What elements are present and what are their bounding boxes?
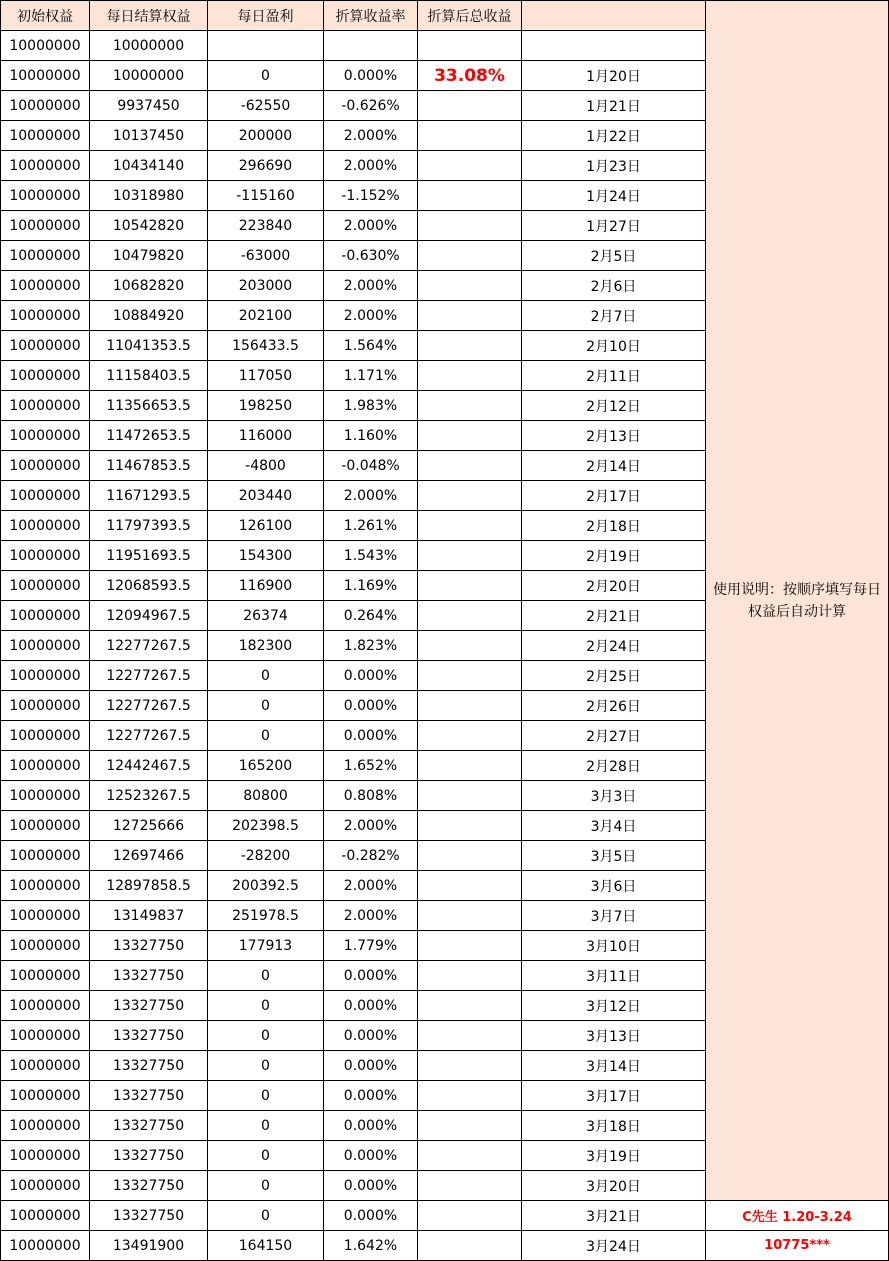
settlement-equity-cell[interactable]: 10137450 [90,121,208,151]
initial-equity-cell[interactable]: 10000000 [1,661,90,691]
client-label[interactable]: C先生 1.20-3.24 [706,1201,889,1231]
daily-profit-cell[interactable]: 200392.5 [208,871,324,901]
total-return-cell[interactable] [418,991,522,1021]
date-cell[interactable]: 2月19日 [522,541,706,571]
daily-profit-cell[interactable]: 182300 [208,631,324,661]
settlement-equity-cell[interactable]: 13327750 [90,1021,208,1051]
settlement-equity-cell[interactable]: 13327750 [90,961,208,991]
date-cell[interactable]: 3月3日 [522,781,706,811]
total-return-value[interactable]: 33.08% [418,61,522,91]
daily-profit-cell[interactable]: 0 [208,1051,324,1081]
return-rate-cell[interactable]: 2.000% [324,811,418,841]
daily-profit-cell[interactable]: -28200 [208,841,324,871]
daily-profit-cell[interactable]: 0 [208,1201,324,1231]
settlement-equity-cell[interactable]: 13149837 [90,901,208,931]
return-rate-cell[interactable]: 0.000% [324,721,418,751]
return-rate-cell[interactable]: 1.543% [324,541,418,571]
total-return-cell[interactable] [418,1051,522,1081]
initial-equity-cell[interactable]: 10000000 [1,751,90,781]
date-cell[interactable]: 2月27日 [522,721,706,751]
total-return-cell[interactable] [418,1171,522,1201]
daily-profit-cell[interactable]: 200000 [208,121,324,151]
daily-profit-cell[interactable]: 165200 [208,751,324,781]
initial-equity-cell[interactable]: 10000000 [1,1231,90,1261]
date-cell[interactable]: 2月7日 [522,301,706,331]
table-row [1,1201,889,1231]
date-cell[interactable]: 2月20日 [522,571,706,601]
total-return-cell[interactable] [418,901,522,931]
date-cell[interactable]: 3月7日 [522,901,706,931]
daily-profit-cell[interactable]: -115160 [208,181,324,211]
return-rate-cell[interactable]: 0.000% [324,661,418,691]
date-cell[interactable]: 1月27日 [522,211,706,241]
daily-profit-cell[interactable]: 202100 [208,301,324,331]
date-cell[interactable]: 2月6日 [522,271,706,301]
total-return-cell[interactable] [418,451,522,481]
settlement-equity-cell[interactable]: 10318980 [90,181,208,211]
date-cell[interactable]: 3月5日 [522,841,706,871]
settlement-equity-cell[interactable]: 12697466 [90,841,208,871]
settlement-equity-cell[interactable]: 10682820 [90,271,208,301]
initial-equity-cell[interactable]: 10000000 [1,781,90,811]
initial-equity-cell[interactable]: 10000000 [1,571,90,601]
daily-profit-cell[interactable]: 0 [208,1021,324,1051]
return-rate-cell[interactable]: 2.000% [324,871,418,901]
return-rate-cell[interactable]: 1.171% [324,361,418,391]
daily-profit-cell[interactable]: -63000 [208,241,324,271]
table-row [1,1231,889,1261]
initial-equity-cell[interactable]: 10000000 [1,271,90,301]
date-cell[interactable]: 3月6日 [522,871,706,901]
date-cell[interactable]: 2月28日 [522,751,706,781]
date-cell[interactable]: 2月10日 [522,331,706,361]
total-return-cell[interactable] [418,721,522,751]
initial-equity-cell[interactable]: 10000000 [1,1051,90,1081]
settlement-equity-cell[interactable]: 11951693.5 [90,541,208,571]
initial-equity-cell[interactable]: 10000000 [1,901,90,931]
total-return-cell[interactable] [418,211,522,241]
daily-profit-cell[interactable]: 0 [208,961,324,991]
return-rate-cell[interactable]: 1.823% [324,631,418,661]
return-rate-cell[interactable]: 2.000% [324,121,418,151]
initial-equity-cell[interactable]: 10000000 [1,511,90,541]
return-rate-cell[interactable]: 1.160% [324,421,418,451]
return-rate-cell[interactable]: 2.000% [324,481,418,511]
return-rate-cell[interactable]: 2.000% [324,901,418,931]
settlement-equity-cell[interactable]: 13327750 [90,1171,208,1201]
date-cell[interactable] [522,31,706,61]
date-cell[interactable]: 2月11日 [522,361,706,391]
return-rate-cell[interactable]: 0.000% [324,1051,418,1081]
initial-equity-cell[interactable]: 10000000 [1,931,90,961]
return-rate-cell[interactable]: 0.000% [324,1111,418,1141]
return-rate-cell[interactable]: 0.000% [324,1171,418,1201]
daily-profit-cell[interactable]: 0 [208,61,324,91]
daily-profit-cell[interactable]: 156433.5 [208,331,324,361]
initial-equity-cell[interactable]: 10000000 [1,1201,90,1231]
settlement-equity-cell[interactable]: 11041353.5 [90,331,208,361]
date-cell[interactable]: 3月19日 [522,1141,706,1171]
initial-equity-cell[interactable]: 10000000 [1,871,90,901]
daily-profit-cell[interactable]: 0 [208,721,324,751]
total-return-cell[interactable] [418,361,522,391]
initial-equity-cell[interactable]: 10000000 [1,151,90,181]
settlement-equity-cell[interactable]: 10000000 [90,61,208,91]
initial-equity-cell[interactable]: 10000000 [1,421,90,451]
header-row [1,1,889,31]
daily-profit-cell[interactable]: 80800 [208,781,324,811]
initial-equity-cell[interactable]: 10000000 [1,31,90,61]
date-cell[interactable]: 3月12日 [522,991,706,1021]
initial-equity-cell[interactable]: 10000000 [1,541,90,571]
total-return-cell[interactable] [418,271,522,301]
settlement-equity-cell[interactable]: 13327750 [90,991,208,1021]
date-cell[interactable]: 2月17日 [522,481,706,511]
settlement-equity-cell[interactable]: 13327750 [90,1141,208,1171]
total-return-cell[interactable] [418,31,522,61]
date-cell[interactable]: 1月21日 [522,91,706,121]
return-rate-cell[interactable]: 0.000% [324,961,418,991]
daily-profit-cell[interactable]: -62550 [208,91,324,121]
return-rate-cell[interactable]: 2.000% [324,271,418,301]
settlement-equity-cell[interactable]: 12523267.5 [90,781,208,811]
settlement-equity-cell[interactable]: 10884920 [90,301,208,331]
settlement-equity-cell[interactable]: 13327750 [90,1051,208,1081]
date-cell[interactable]: 3月24日 [522,1231,706,1261]
initial-equity-cell[interactable]: 10000000 [1,241,90,271]
initial-equity-cell[interactable]: 10000000 [1,601,90,631]
header-return-rate[interactable]: 折算收益率 [324,1,418,31]
settlement-equity-cell[interactable]: 10000000 [90,31,208,61]
initial-equity-cell[interactable]: 10000000 [1,61,90,91]
total-return-cell[interactable] [418,601,522,631]
return-rate-cell[interactable]: 0.000% [324,1021,418,1051]
date-cell[interactable]: 3月13日 [522,1021,706,1051]
return-rate-cell[interactable]: 0.000% [324,61,418,91]
daily-profit-cell[interactable]: 0 [208,661,324,691]
total-return-cell[interactable] [418,301,522,331]
total-return-cell[interactable] [418,931,522,961]
initial-equity-cell[interactable]: 10000000 [1,1171,90,1201]
return-rate-cell[interactable]: -0.048% [324,451,418,481]
settlement-equity-cell[interactable]: 11158403.5 [90,361,208,391]
total-return-cell[interactable] [418,511,522,541]
total-return-cell[interactable] [418,811,522,841]
total-return-cell[interactable] [418,181,522,211]
settlement-equity-cell[interactable]: 12277267.5 [90,661,208,691]
instructions-cell[interactable]: 使用说明：按顺序填写每日权益后自动计算 [706,1,889,1201]
date-cell[interactable]: 3月21日 [522,1201,706,1231]
daily-profit-cell[interactable]: 251978.5 [208,901,324,931]
daily-profit-cell[interactable]: 0 [208,1141,324,1171]
date-cell[interactable]: 3月20日 [522,1171,706,1201]
return-rate-cell[interactable]: 0.808% [324,781,418,811]
settlement-equity-cell[interactable]: 11467853.5 [90,451,208,481]
date-cell[interactable]: 3月4日 [522,811,706,841]
settlement-equity-cell[interactable]: 9937450 [90,91,208,121]
total-return-cell[interactable] [418,661,522,691]
settlement-equity-cell[interactable]: 12277267.5 [90,691,208,721]
date-cell[interactable]: 2月26日 [522,691,706,721]
daily-profit-cell[interactable]: 164150 [208,1231,324,1261]
total-return-cell[interactable] [418,541,522,571]
daily-profit-cell[interactable]: 117050 [208,361,324,391]
total-return-cell[interactable] [418,1081,522,1111]
daily-profit-cell[interactable]: 177913 [208,931,324,961]
date-cell[interactable]: 3月11日 [522,961,706,991]
settlement-equity-cell[interactable]: 13327750 [90,1111,208,1141]
total-return-cell[interactable] [418,331,522,361]
return-rate-cell[interactable]: 1.983% [324,391,418,421]
return-rate-cell[interactable] [324,31,418,61]
initial-equity-cell[interactable]: 10000000 [1,811,90,841]
date-cell[interactable]: 2月12日 [522,391,706,421]
initial-equity-cell[interactable]: 10000000 [1,841,90,871]
date-cell[interactable]: 3月18日 [522,1111,706,1141]
initial-equity-cell[interactable]: 10000000 [1,121,90,151]
settlement-equity-cell[interactable]: 13491900 [90,1231,208,1261]
return-rate-cell[interactable]: -0.630% [324,241,418,271]
daily-profit-cell[interactable]: 203000 [208,271,324,301]
date-cell[interactable]: 2月21日 [522,601,706,631]
settlement-equity-cell[interactable]: 11472653.5 [90,421,208,451]
initial-equity-cell[interactable]: 10000000 [1,721,90,751]
total-return-cell[interactable] [418,841,522,871]
return-rate-cell[interactable]: -0.626% [324,91,418,121]
total-return-cell[interactable] [418,1141,522,1171]
initial-equity-cell[interactable]: 10000000 [1,331,90,361]
total-return-cell[interactable] [418,481,522,511]
return-rate-cell[interactable]: 1.779% [324,931,418,961]
date-cell[interactable]: 1月23日 [522,151,706,181]
initial-equity-cell[interactable]: 10000000 [1,361,90,391]
return-rate-cell[interactable]: 0.000% [324,1141,418,1171]
daily-profit-cell[interactable] [208,31,324,61]
header-empty-cell[interactable] [522,1,706,31]
daily-profit-cell[interactable]: 116900 [208,571,324,601]
return-rate-cell[interactable]: -0.282% [324,841,418,871]
daily-profit-cell[interactable]: 198250 [208,391,324,421]
return-rate-cell[interactable]: 2.000% [324,151,418,181]
initial-equity-cell[interactable]: 10000000 [1,181,90,211]
return-rate-cell[interactable]: 1.642% [324,1231,418,1261]
settlement-equity-cell[interactable]: 12094967.5 [90,601,208,631]
account-label[interactable]: 10775*** [706,1231,889,1261]
initial-equity-cell[interactable]: 10000000 [1,1021,90,1051]
total-return-cell[interactable] [418,781,522,811]
initial-equity-cell[interactable]: 10000000 [1,1081,90,1111]
date-cell[interactable]: 3月14日 [522,1051,706,1081]
settlement-equity-cell[interactable]: 13327750 [90,1201,208,1231]
settlement-equity-cell[interactable]: 12068593.5 [90,571,208,601]
return-rate-cell[interactable]: 1.652% [324,751,418,781]
total-return-cell[interactable] [418,241,522,271]
settlement-equity-cell[interactable]: 13327750 [90,931,208,961]
date-cell[interactable]: 2月24日 [522,631,706,661]
total-return-cell[interactable] [418,151,522,181]
total-return-cell[interactable] [418,1201,522,1231]
total-return-cell[interactable] [418,91,522,121]
return-rate-cell[interactable]: 2.000% [324,211,418,241]
daily-profit-cell[interactable]: 116000 [208,421,324,451]
total-return-cell[interactable] [418,961,522,991]
total-return-cell[interactable] [418,121,522,151]
settlement-equity-cell[interactable]: 10479820 [90,241,208,271]
total-return-cell[interactable] [418,871,522,901]
date-cell[interactable]: 3月17日 [522,1081,706,1111]
header-total-return[interactable]: 折算后总收益 [418,1,522,31]
total-return-cell[interactable] [418,421,522,451]
date-cell[interactable]: 2月18日 [522,511,706,541]
date-cell[interactable]: 1月20日 [522,61,706,91]
return-rate-cell[interactable]: 0.000% [324,991,418,1021]
initial-equity-cell[interactable]: 10000000 [1,1141,90,1171]
total-return-cell[interactable] [418,1231,522,1261]
initial-equity-cell[interactable]: 10000000 [1,91,90,121]
total-return-cell[interactable] [418,571,522,601]
daily-profit-cell[interactable]: 223840 [208,211,324,241]
daily-profit-cell[interactable]: 202398.5 [208,811,324,841]
initial-equity-cell[interactable]: 10000000 [1,991,90,1021]
initial-equity-cell[interactable]: 10000000 [1,1111,90,1141]
settlement-equity-cell[interactable]: 11671293.5 [90,481,208,511]
initial-equity-cell[interactable]: 10000000 [1,391,90,421]
settlement-equity-cell[interactable]: 12725666 [90,811,208,841]
daily-profit-cell[interactable]: 0 [208,1171,324,1201]
total-return-cell[interactable] [418,1111,522,1141]
settlement-equity-cell[interactable]: 12442467.5 [90,751,208,781]
initial-equity-cell[interactable]: 10000000 [1,211,90,241]
daily-profit-cell[interactable]: 26374 [208,601,324,631]
settlement-equity-cell[interactable]: 10434140 [90,151,208,181]
return-rate-cell[interactable]: 1.169% [324,571,418,601]
date-cell[interactable]: 3月10日 [522,931,706,961]
return-rate-cell[interactable]: 2.000% [324,301,418,331]
settlement-equity-cell[interactable]: 13327750 [90,1081,208,1111]
daily-profit-cell[interactable]: 0 [208,991,324,1021]
total-return-cell[interactable] [418,751,522,781]
return-rate-cell[interactable]: 0.000% [324,1201,418,1231]
initial-equity-cell[interactable]: 10000000 [1,451,90,481]
settlement-equity-cell[interactable]: 12277267.5 [90,721,208,751]
return-rate-cell[interactable]: 0.264% [324,601,418,631]
settlement-equity-cell[interactable]: 11356653.5 [90,391,208,421]
initial-equity-cell[interactable]: 10000000 [1,631,90,661]
return-rate-cell[interactable]: 0.000% [324,1081,418,1111]
total-return-cell[interactable] [418,631,522,661]
return-rate-cell[interactable]: 0.000% [324,691,418,721]
daily-profit-cell[interactable]: 203440 [208,481,324,511]
daily-profit-cell[interactable]: -4800 [208,451,324,481]
daily-profit-cell[interactable]: 0 [208,691,324,721]
settlement-equity-cell[interactable]: 12897858.5 [90,871,208,901]
initial-equity-cell[interactable]: 10000000 [1,961,90,991]
date-cell[interactable]: 1月24日 [522,181,706,211]
return-rate-cell[interactable]: -1.152% [324,181,418,211]
settlement-equity-cell[interactable]: 12277267.5 [90,631,208,661]
total-return-cell[interactable] [418,1021,522,1051]
date-cell[interactable]: 2月14日 [522,451,706,481]
daily-profit-cell[interactable]: 0 [208,1081,324,1111]
date-cell[interactable]: 2月13日 [522,421,706,451]
date-cell[interactable]: 2月25日 [522,661,706,691]
initial-equity-cell[interactable]: 10000000 [1,481,90,511]
return-rate-cell[interactable]: 1.261% [324,511,418,541]
date-cell[interactable]: 1月22日 [522,121,706,151]
header-initial-equity[interactable]: 初始权益 [1,1,90,31]
daily-profit-cell[interactable]: 154300 [208,541,324,571]
daily-profit-cell[interactable]: 296690 [208,151,324,181]
settlement-equity-cell[interactable]: 10542820 [90,211,208,241]
daily-profit-cell[interactable]: 126100 [208,511,324,541]
settlement-equity-cell[interactable]: 11797393.5 [90,511,208,541]
initial-equity-cell[interactable]: 10000000 [1,691,90,721]
header-daily-profit[interactable]: 每日盈利 [208,1,324,31]
initial-equity-cell[interactable]: 10000000 [1,301,90,331]
daily-profit-cell[interactable]: 0 [208,1111,324,1141]
total-return-cell[interactable] [418,691,522,721]
return-rate-cell[interactable]: 1.564% [324,331,418,361]
date-cell[interactable]: 2月5日 [522,241,706,271]
header-daily-settlement-equity[interactable]: 每日结算权益 [90,1,208,31]
total-return-cell[interactable] [418,391,522,421]
